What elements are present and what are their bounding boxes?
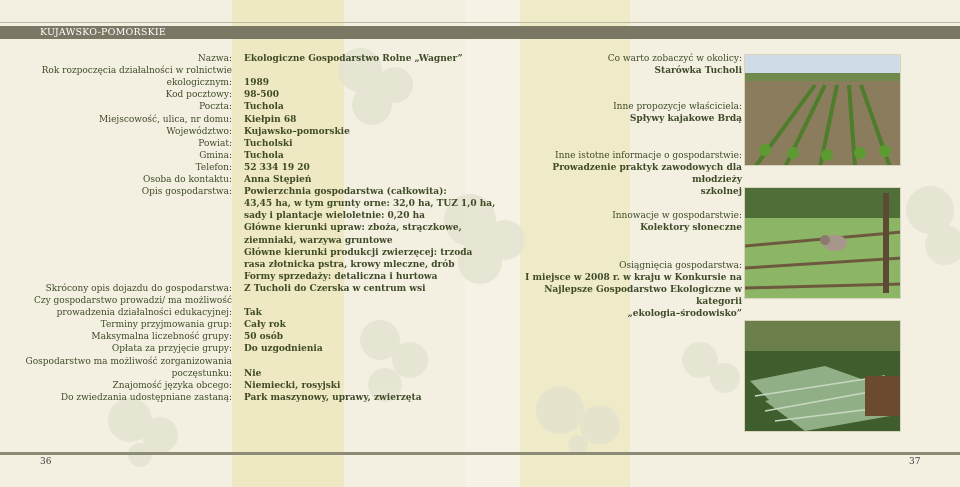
info-question: Inne istotne informacje o gospodarstwie:	[555, 151, 742, 161]
info-answer: Starówka Tucholi	[654, 66, 742, 76]
detail-label: Kod pocztowy:	[165, 90, 232, 101]
info-question: Osiągnięcia gospodarstwa:	[619, 261, 742, 271]
detail-value: Cały rok	[244, 320, 286, 331]
detail-label: Znajomość języka obcego:	[112, 380, 232, 391]
detail-value: 43,45 ha, w tym grunty orne: 32,0 ha, TUZ 1,0 ha,	[244, 199, 496, 210]
detail-label: Skrócony opis dojazdu do gospodarstwa:	[45, 283, 232, 294]
detail-value: 1989	[244, 78, 270, 89]
detail-value: Tucholski	[244, 138, 293, 149]
info-block	[512, 101, 742, 125]
detail-label: ekologicznym:	[166, 78, 232, 89]
info-answer: „ekologia–środowisko”	[627, 309, 742, 319]
detail-value: ziemniaki, warzywa gruntowe	[244, 235, 393, 246]
detail-value: 50 osób	[244, 332, 284, 343]
detail-label: prowadzenia działalności edukacyjnej:	[56, 308, 232, 319]
detail-label: Maksymalna liczebność grupy:	[91, 332, 232, 343]
detail-value: Główne kierunki produkcji zwierzęcej: trzoda	[244, 247, 473, 258]
info-block	[512, 260, 742, 320]
page-number-left: 36	[40, 457, 52, 467]
detail-label: Miejscowość, ulica, nr domu:	[99, 114, 232, 125]
detail-value: rasa złotnicka pstra, krowy mleczne, drób	[244, 259, 455, 270]
info-question: Co warto zobaczyć w okolicy:	[607, 54, 742, 64]
photo-green-plants	[744, 320, 901, 432]
info-answer: Prowadzenie praktyk zawodowych dla młodzieży	[552, 163, 742, 185]
detail-label: Osoba do kontaktu:	[143, 175, 232, 185]
detail-label: Województwo:	[166, 126, 232, 137]
region-band	[0, 26, 960, 39]
detail-label: Poczta:	[199, 102, 232, 113]
info-answer: Kolektory słoneczne	[640, 223, 742, 233]
info-block	[512, 53, 742, 77]
bottom-rule	[0, 452, 960, 455]
detail-value: Tuchola	[244, 102, 284, 113]
info-answer: szkolnej	[700, 187, 742, 197]
photo-pig-pasture	[744, 187, 901, 299]
info-answer: Najlepsze Gospodarstwo Ekologiczne w kategorii	[544, 285, 742, 307]
detail-label: Opis gospodarstwa:	[141, 187, 232, 198]
info-answer: Spływy kajakowe Brdą	[629, 114, 742, 124]
info-question: Inne propozycje właściciela:	[613, 102, 742, 112]
info-block	[512, 210, 742, 234]
detail-label: Opłata za przyjęcie grupy:	[111, 344, 232, 355]
detail-value: Główne kierunki upraw: zboża, strączkowe,	[244, 223, 462, 234]
detail-label: Gospodarstwo ma możliwość zorganizowania	[25, 356, 232, 367]
detail-label: Telefon:	[195, 162, 232, 173]
detail-value: 98-500	[244, 90, 280, 101]
detail-value: Powierzchnia gospodarstwa (całkowita):	[244, 187, 447, 198]
top-rule	[0, 22, 960, 23]
detail-label: Terminy przyjmowania grup:	[100, 320, 232, 331]
detail-label: Do zwiedzania udostępniane zastaną:	[60, 392, 232, 403]
detail-value: Anna Stępień	[244, 175, 312, 185]
detail-label: Rok rozpoczęcia działalności w rolnictwie	[41, 66, 232, 77]
detail-value: Nie	[244, 368, 262, 379]
detail-value: Tak	[244, 308, 262, 319]
detail-value: Kiełpin 68	[244, 114, 297, 125]
detail-value: Z Tucholi do Czerska w centrum wsi	[244, 283, 426, 294]
detail-value: sady i plantacje wieloletnie: 0,20 ha	[244, 211, 425, 222]
detail-label: Powiat:	[198, 138, 232, 149]
detail-value: 52 334 19 20	[244, 162, 310, 173]
detail-value: Niemiecki, rosyjski	[244, 380, 341, 391]
info-block	[512, 150, 742, 198]
detail-label: poczęstunku:	[171, 368, 232, 379]
detail-value: Ekologiczne Gospodarstwo Rolne „Wagner”	[244, 54, 463, 64]
region-title: KUJAWSKO-POMORSKIE	[40, 27, 166, 38]
detail-value: Tuchola	[244, 150, 284, 161]
detail-value: Kujawsko–pomorskie	[244, 126, 350, 137]
detail-value: Park maszynowy, uprawy, zwierzęta	[244, 392, 422, 403]
detail-value: Do uzgodnienia	[244, 344, 323, 355]
photo-field-rows	[744, 54, 901, 166]
detail-label: Gmina:	[199, 150, 232, 161]
page-number-right: 37	[909, 457, 921, 467]
detail-label: Nazwa:	[197, 54, 232, 64]
detail-label: Czy gospodarstwo prowadzi/ ma możliwość	[33, 296, 232, 306]
info-question: Innowacje w gospodarstwie:	[612, 211, 742, 221]
detail-value: Formy sprzedaży: detaliczna i hurtowa	[244, 271, 438, 282]
info-answer: I miejsce w 2008 r. w kraju w Konkursie na	[525, 273, 742, 283]
